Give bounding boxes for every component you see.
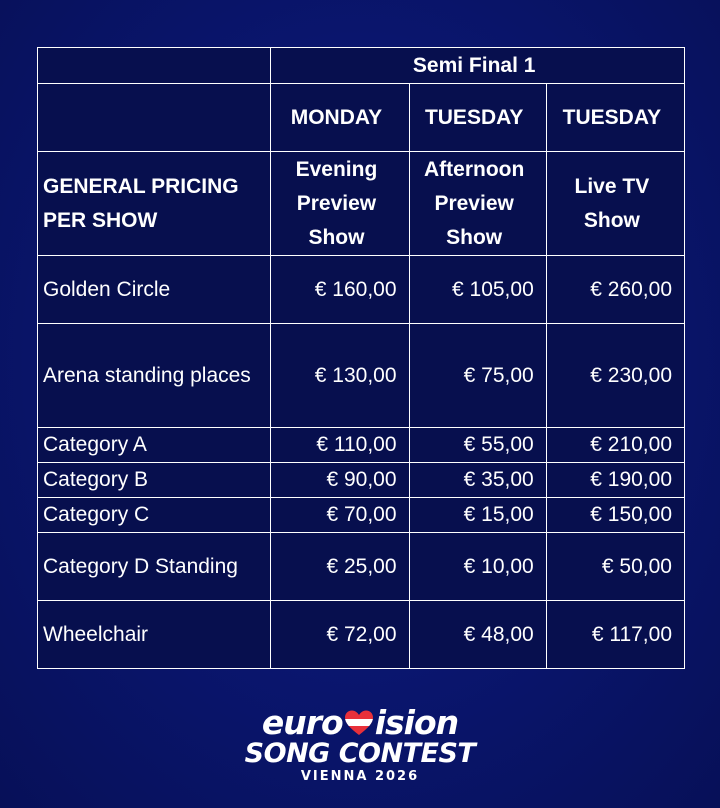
day-header: TUESDAY — [546, 84, 684, 152]
section-label: GENERAL PRICING PER SHOW — [38, 152, 271, 256]
category-label: Category A — [38, 428, 271, 463]
table-row — [38, 256, 685, 324]
price-cell: € 160,00 — [271, 256, 409, 324]
day-header: TUESDAY — [409, 84, 546, 152]
category-label: Wheelchair — [38, 601, 271, 669]
price-cell: € 35,00 — [409, 463, 546, 498]
logo-location: VIENNA 2026 — [300, 769, 420, 784]
category-label: Category D Standing — [38, 533, 271, 601]
day-header-row — [38, 84, 685, 152]
price-cell: € 15,00 — [409, 498, 546, 533]
logo-subtitle: SONG CONTEST — [244, 738, 476, 769]
logo-text-left: euro — [261, 703, 343, 742]
price-cell: € 70,00 — [271, 498, 409, 533]
price-cell: € 90,00 — [271, 463, 409, 498]
show-header: Afternoon Preview Show — [409, 152, 546, 256]
price-cell: € 48,00 — [409, 601, 546, 669]
price-cell: € 130,00 — [271, 324, 409, 428]
table-row — [38, 498, 685, 533]
category-label: Arena standing places — [38, 324, 271, 428]
price-cell: € 230,00 — [546, 324, 684, 428]
price-cell: € 75,00 — [409, 324, 546, 428]
category-label: Category B — [38, 463, 271, 498]
empty-label-cell — [38, 84, 271, 152]
price-cell: € 110,00 — [271, 428, 409, 463]
heart-flag-icon — [344, 709, 374, 737]
table-row — [38, 463, 685, 498]
day-header: MONDAY — [271, 84, 409, 152]
price-cell: € 117,00 — [546, 601, 684, 669]
table-row — [38, 428, 685, 463]
event-header-row — [38, 48, 685, 84]
price-cell: € 210,00 — [546, 428, 684, 463]
show-header: Live TV Show — [546, 152, 684, 256]
pricing-table — [37, 47, 685, 669]
category-label: Category C — [38, 498, 271, 533]
logo-wordmark — [261, 703, 459, 742]
show-header-row — [38, 152, 685, 256]
price-cell: € 25,00 — [271, 533, 409, 601]
price-cell: € 190,00 — [546, 463, 684, 498]
table-row — [38, 601, 685, 669]
price-cell: € 105,00 — [409, 256, 546, 324]
empty-corner-cell — [38, 48, 271, 84]
show-header: Evening Preview Show — [271, 152, 409, 256]
eurovision-logo — [0, 703, 720, 786]
table-row — [38, 324, 685, 428]
price-cell: € 55,00 — [409, 428, 546, 463]
price-cell: € 260,00 — [546, 256, 684, 324]
price-cell: € 50,00 — [546, 533, 684, 601]
table-row — [38, 533, 685, 601]
logo-text-right: ision — [374, 703, 459, 742]
price-cell: € 10,00 — [409, 533, 546, 601]
price-cell: € 150,00 — [546, 498, 684, 533]
event-title: Semi Final 1 — [271, 48, 685, 84]
category-label: Golden Circle — [38, 256, 271, 324]
price-cell: € 72,00 — [271, 601, 409, 669]
